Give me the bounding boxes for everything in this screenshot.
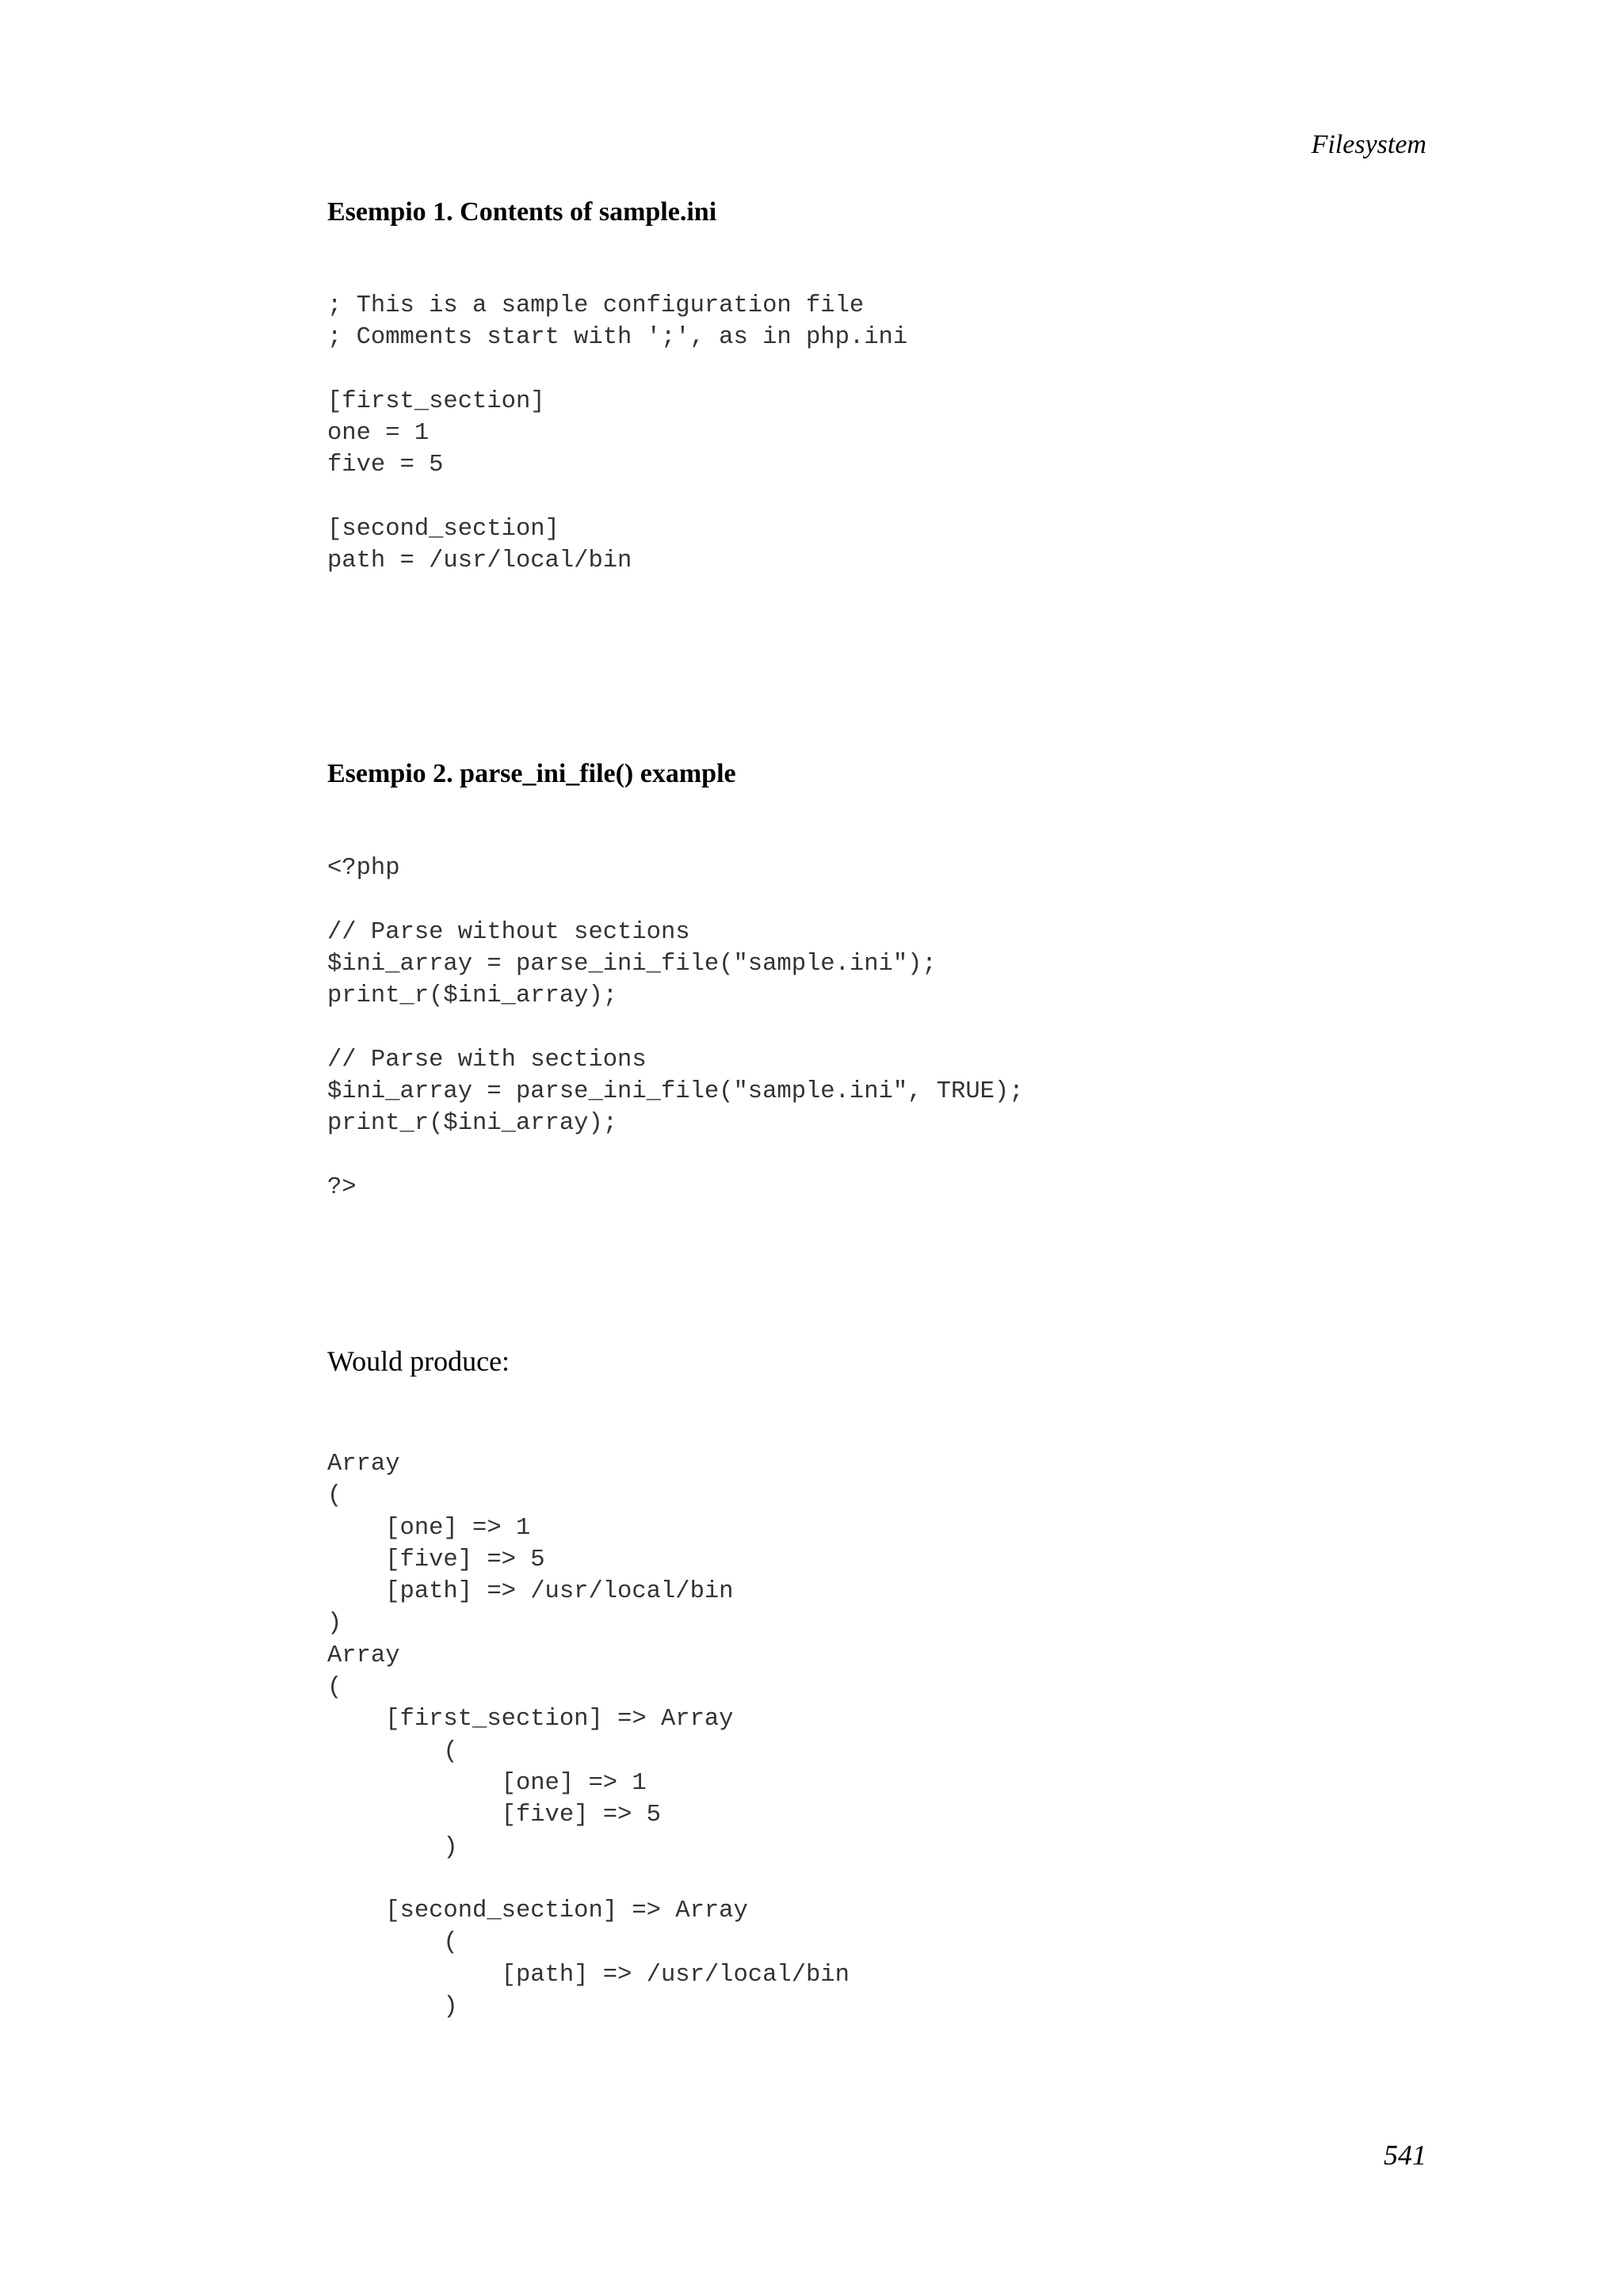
code-line: Array [327,1642,400,1669]
code-line: <?php [327,855,400,882]
example-1-title: Esempio 1. Contents of sample.ini [327,197,717,227]
example-2-code-block [327,852,1024,1203]
code-line: [one] => 1 [327,1514,531,1542]
code-line: // Parse with sections [327,1046,647,1074]
code-line [327,1863,850,1895]
output-code-block [327,1448,850,2023]
code-line: $ini_array = parse_ini_file("sample.ini"); [327,950,937,978]
code-line: [one] => 1 [327,1769,647,1797]
code-line [327,884,1024,916]
code-line [327,482,907,513]
example-2-title: Esempio 2. parse_ini_file() example [327,759,736,788]
code-line: ; Comments start with ';', as in php.ini [327,324,908,352]
code-line [327,1012,1024,1043]
code-line: ) [327,1610,342,1638]
example-1-code-block [327,290,907,578]
page-number: 541 [1384,2139,1426,2171]
code-line: Array [327,1451,400,1478]
code-line: ( [327,1737,458,1765]
code-line: $ini_array = parse_ini_file("sample.ini", TRUE); [327,1078,1024,1106]
code-line: [first_section] [327,387,545,415]
code-line: [five] => 5 [327,1546,545,1573]
code-line: // Parse without sections [327,918,690,946]
code-line: ( [327,1482,342,1510]
code-line: [five] => 5 [327,1802,661,1829]
code-line: ) [327,1833,458,1861]
code-line [327,354,907,386]
code-line: ) [327,1993,458,2021]
code-line: path = /usr/local/bin [327,547,632,575]
code-line: ?> [327,1173,357,1201]
code-line: print_r($ini_array); [327,1110,618,1138]
code-line: [second_section] [327,516,559,543]
running-header: Filesystem [1311,130,1426,159]
code-line: [second_section] => Array [327,1897,748,1925]
code-line: one = 1 [327,420,430,448]
code-line [327,1140,1024,1172]
code-line: ; This is a sample configuration file [327,292,865,319]
output-intro-text: Would produce: [327,1345,510,1377]
code-line: ( [327,1929,458,1957]
code-line: [path] => /usr/local/bin [327,1961,850,1989]
code-line: print_r($ini_array); [327,982,618,1010]
code-line: [path] => /usr/local/bin [327,1578,734,1606]
code-line: ( [327,1674,342,1702]
code-line: [first_section] => Array [327,1706,734,1733]
code-line: five = 5 [327,452,444,479]
